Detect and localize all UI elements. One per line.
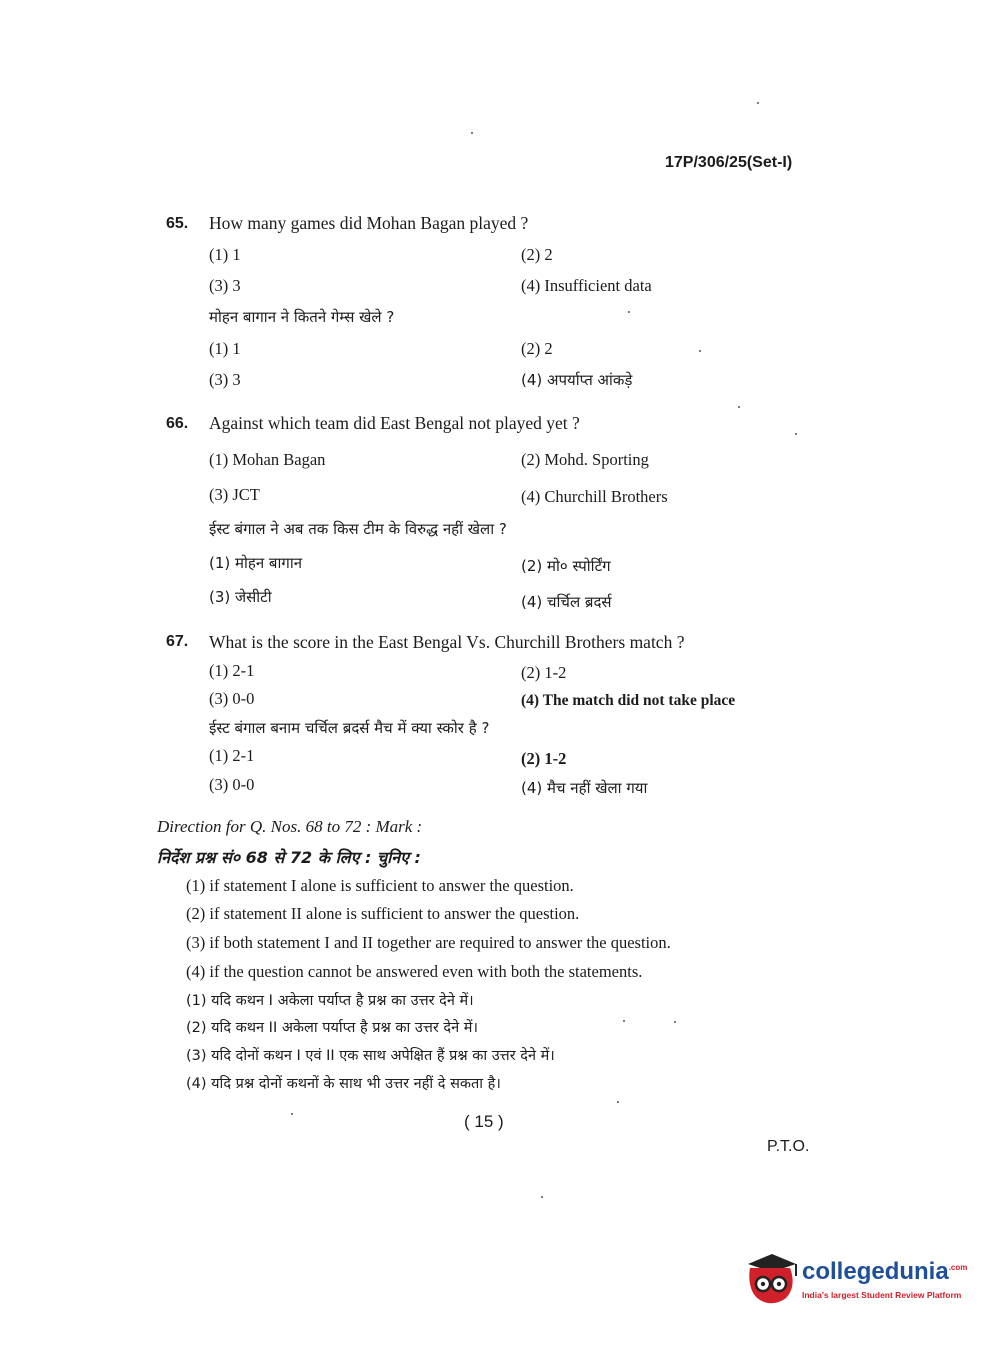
brand-suffix: .com <box>948 1263 968 1272</box>
scan-speck <box>674 1021 676 1023</box>
question-text-en: Against which team did East Bengal not played yet ? <box>209 413 580 433</box>
direction-item-hi-2: (2) यदि कथन II अकेला पर्याप्त है प्रश्न का उत्तर देने में। <box>186 1020 478 1036</box>
option-en-1: (1) 1 <box>209 245 241 264</box>
option-hi-3: (3) जेसीटी <box>209 588 272 606</box>
option-hi-1: (1) मोहन बागान <box>209 554 303 572</box>
brand-tagline: India's largest Student Review Platform <box>802 1290 962 1300</box>
question-text-hi: ईस्ट बंगाल ने अब तक किस टीम के विरुद्ध नहीं खेला ? <box>209 520 507 538</box>
option-en-2: (2) Mohd. Sporting <box>521 450 649 469</box>
option-hi-1: (1) 2-1 <box>209 746 255 765</box>
scan-speck <box>628 311 630 313</box>
option-hi-3: (3) 0-0 <box>209 775 255 794</box>
option-hi-3: (3) 3 <box>209 370 241 389</box>
direction-item-en-1: (1) if statement I alone is sufficient to answer the question. <box>186 876 574 895</box>
direction-item-hi-1: (1) यदि कथन I अकेला पर्याप्त है प्रश्न का उत्तर देने में। <box>186 993 474 1009</box>
direction-item-hi-3: (3) यदि दोनों कथन I एवं II एक साथ अपेक्षित हैं प्रश्न का उत्तर देने में। <box>186 1048 555 1064</box>
option-en-3: (3) JCT <box>209 485 260 504</box>
option-en-2: (2) 1-2 <box>521 663 567 682</box>
pto-label: P.T.O. <box>767 1138 810 1155</box>
direction-item-en-2: (2) if statement II alone is sufficient to answer the question. <box>186 904 580 923</box>
paper-code: 17P/306/25(Set-I) <box>665 154 793 171</box>
scan-speck <box>617 1101 619 1103</box>
option-en-1: (1) Mohan Bagan <box>209 450 326 469</box>
direction-item-en-4: (4) if the question cannot be answered even with both the statements. <box>186 962 643 981</box>
scan-speck <box>757 102 759 104</box>
mascot-icon <box>742 1250 798 1308</box>
option-en-2: (2) 2 <box>521 245 553 264</box>
direction-title-en: Direction for Q. Nos. 68 to 72 : Mark : <box>157 817 423 836</box>
option-en-4: (4) Insufficient data <box>521 276 652 295</box>
option-en-3: (3) 3 <box>209 276 241 295</box>
scan-speck <box>795 433 797 435</box>
scan-speck <box>541 1196 543 1198</box>
question-number: 66. <box>166 415 189 432</box>
option-en-3: (3) 0-0 <box>209 689 255 708</box>
scan-speck <box>471 132 473 134</box>
scan-speck <box>738 406 740 408</box>
question-text-en: What is the score in the East Bengal Vs. Churchill Brothers match ? <box>209 632 685 652</box>
question-text-hi: मोहन बागान ने कितने गेम्स खेले ? <box>209 308 395 326</box>
question-number: 67. <box>166 633 189 650</box>
collegedunia-watermark <box>742 1250 972 1310</box>
question-text-hi: ईस्ट बंगाल बनाम चर्चिल ब्रदर्स मैच में क्या स्कोर है ? <box>209 719 490 737</box>
direction-title-hi: निर्देश प्रश्न सं० 68 से 72 के लिए : चुनिए : <box>157 848 421 867</box>
option-hi-2: (2) 2 <box>521 339 553 358</box>
question-number: 65. <box>166 215 189 232</box>
page-number: ( 15 ) <box>464 1112 504 1131</box>
direction-item-en-3: (3) if both statement I and II together are required to answer the question. <box>186 933 671 952</box>
option-hi-1: (1) 1 <box>209 339 241 358</box>
direction-item-hi-4: (4) यदि प्रश्न दोनों कथनों के साथ भी उत्तर नहीं दे सकता है। <box>186 1076 501 1092</box>
scan-speck <box>291 1113 293 1115</box>
option-en-1: (1) 2-1 <box>209 661 255 680</box>
brand-name: collegedunia <box>802 1258 949 1285</box>
option-hi-4: (4) अपर्याप्त आंकड़े <box>521 371 633 389</box>
option-hi-2: (2) 1-2 <box>521 749 567 768</box>
option-en-4: (4) Churchill Brothers <box>521 487 668 506</box>
option-en-4: (4) The match did not take place <box>521 692 736 709</box>
scan-speck <box>623 1020 625 1022</box>
option-hi-4: (4) मैच नहीं खेला गया <box>521 779 648 797</box>
question-text-en: How many games did Mohan Bagan played ? <box>209 213 529 233</box>
option-hi-2: (2) मो० स्पोर्टिंग <box>521 557 611 575</box>
option-hi-4: (4) चर्चिल ब्रदर्स <box>521 593 612 611</box>
scan-speck <box>699 350 701 352</box>
